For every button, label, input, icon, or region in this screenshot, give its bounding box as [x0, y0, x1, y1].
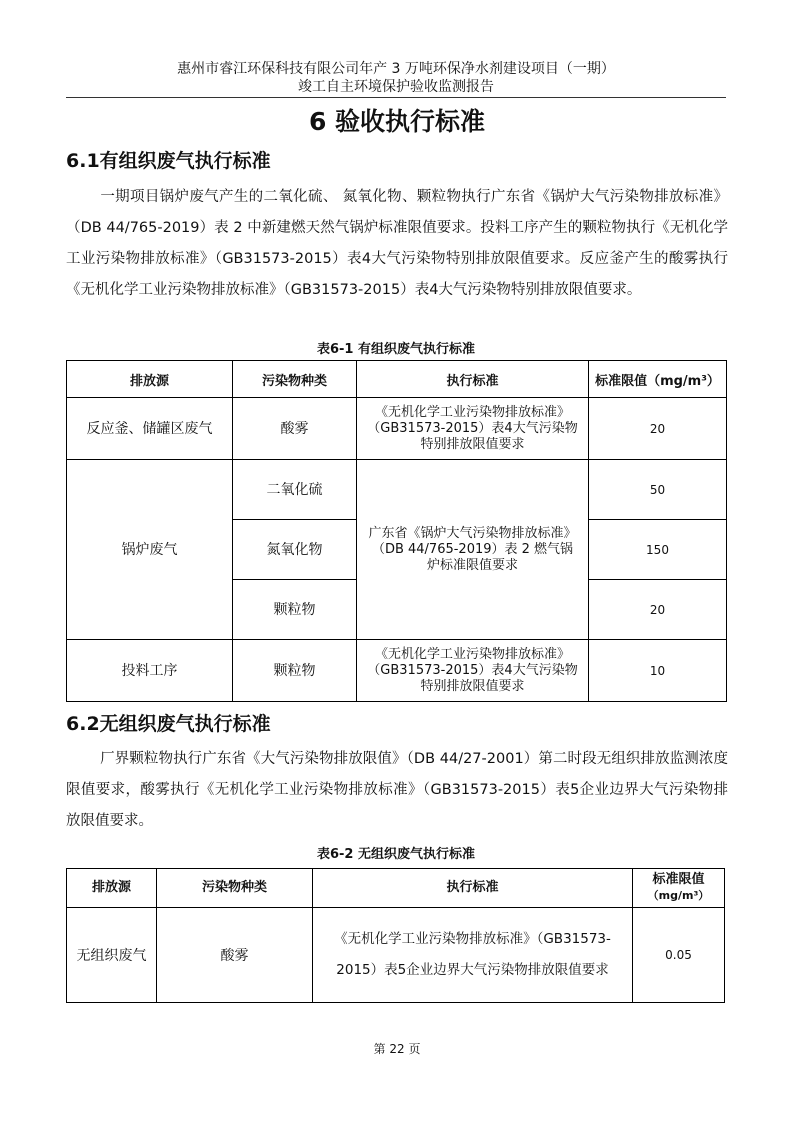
section-1-title: 6.1有组织废气执行标准 — [66, 150, 271, 172]
header-pollutant: 污染物种类 — [233, 361, 357, 398]
table-1 — [66, 360, 727, 702]
header-limit-label: 标准限值 — [652, 872, 705, 887]
header-limit: 标准限值（mg/m³） — [589, 361, 727, 398]
header-standard: 执行标准 — [313, 869, 633, 908]
section-2-paragraph: 厂界颗粒物执行广东省《大气污染物排放限值》（DB 44/27-2001）第二时段无组织排放监测浓度限值要求，酸雾执行《无机化学工业污染物排放标准》（GB31573-2015）表5企业边界大气污染物排放限值要求。 — [66, 751, 728, 829]
cell-pollutant: 颗粒物 — [233, 640, 357, 702]
table-row — [67, 908, 725, 1003]
table-row — [67, 640, 727, 702]
report-header-line1: 惠州市睿江环保科技有限公司年产 3 万吨环保净水剂建设项目（一期） — [177, 61, 615, 77]
cell-limit: 0.05 — [633, 908, 725, 1003]
header-source: 排放源 — [67, 869, 157, 908]
cell-pollutant: 酸雾 — [233, 398, 357, 460]
cell-standard: 广东省《锅炉大气污染物排放标准》（DB 44/765-2019）表 2 燃气锅炉标准限值要求 — [357, 460, 589, 640]
cell-limit: 50 — [589, 460, 727, 520]
cell-limit: 20 — [589, 580, 727, 640]
cell-limit: 20 — [589, 398, 727, 460]
cell-standard: 《无机化学工业污染物排放标准》（GB31573-2015）表4大气污染物特别排放限值要求 — [357, 398, 589, 460]
table-2-caption: 表6-2 无组织废气执行标准 — [316, 847, 475, 862]
cell-pollutant: 酸雾 — [157, 908, 313, 1003]
section-1-paragraph: 一期项目锅炉废气产生的二氧化硫、 氮氧化物、颗粒物执行广东省《锅炉大气污染物排放标准》（DB 44/765-2019）表 2 中新建燃天然气锅炉标准限值要求。投料工序产生的颗粒物执行《无机化学工业污染物排放标准》（GB31573-2015）表4大气污染物特别排放限值要求。反应釜产生的酸雾执行《无机化学工业污染物排放标准》（GB31573-2015）表4大气污染物特别排放限值要求。 — [66, 189, 728, 298]
cell-limit: 10 — [589, 640, 727, 702]
section-2-title: 6.2无组织废气执行标准 — [66, 713, 271, 735]
cell-source: 投料工序 — [67, 640, 233, 702]
page-number: 第 22 页 — [373, 1042, 421, 1056]
cell-standard: 《无机化学工业污染物排放标准》（GB31573-2015）表5企业边界大气污染物排放限值要求 — [313, 908, 633, 1003]
cell-pollutant: 氮氧化物 — [233, 520, 357, 580]
header-source: 排放源 — [67, 361, 233, 398]
table-row — [67, 460, 727, 520]
table-2 — [66, 868, 725, 1003]
table-row — [67, 398, 727, 460]
header-divider — [66, 97, 726, 98]
table-header-row — [67, 869, 725, 908]
cell-source: 锅炉废气 — [67, 460, 233, 640]
table-1-caption: 表6-1 有组织废气执行标准 — [316, 342, 475, 357]
report-header-line2: 竣工自主环境保护验收监测报告 — [298, 79, 494, 95]
header-limit-unit: （mg/m³） — [647, 889, 710, 902]
header-standard: 执行标准 — [357, 361, 589, 398]
chapter-title: 6 验收执行标准 — [308, 107, 486, 136]
cell-pollutant: 二氧化硫 — [233, 460, 357, 520]
cell-source: 反应釜、储罐区废气 — [67, 398, 233, 460]
header-pollutant: 污染物种类 — [157, 869, 313, 908]
cell-source: 无组织废气 — [67, 908, 157, 1003]
cell-standard: 《无机化学工业污染物排放标准》（GB31573-2015）表4大气污染物特别排放限值要求 — [357, 640, 589, 702]
table-header-row — [67, 361, 727, 398]
cell-pollutant: 颗粒物 — [233, 580, 357, 640]
cell-limit: 150 — [589, 520, 727, 580]
header-limit — [633, 869, 725, 908]
